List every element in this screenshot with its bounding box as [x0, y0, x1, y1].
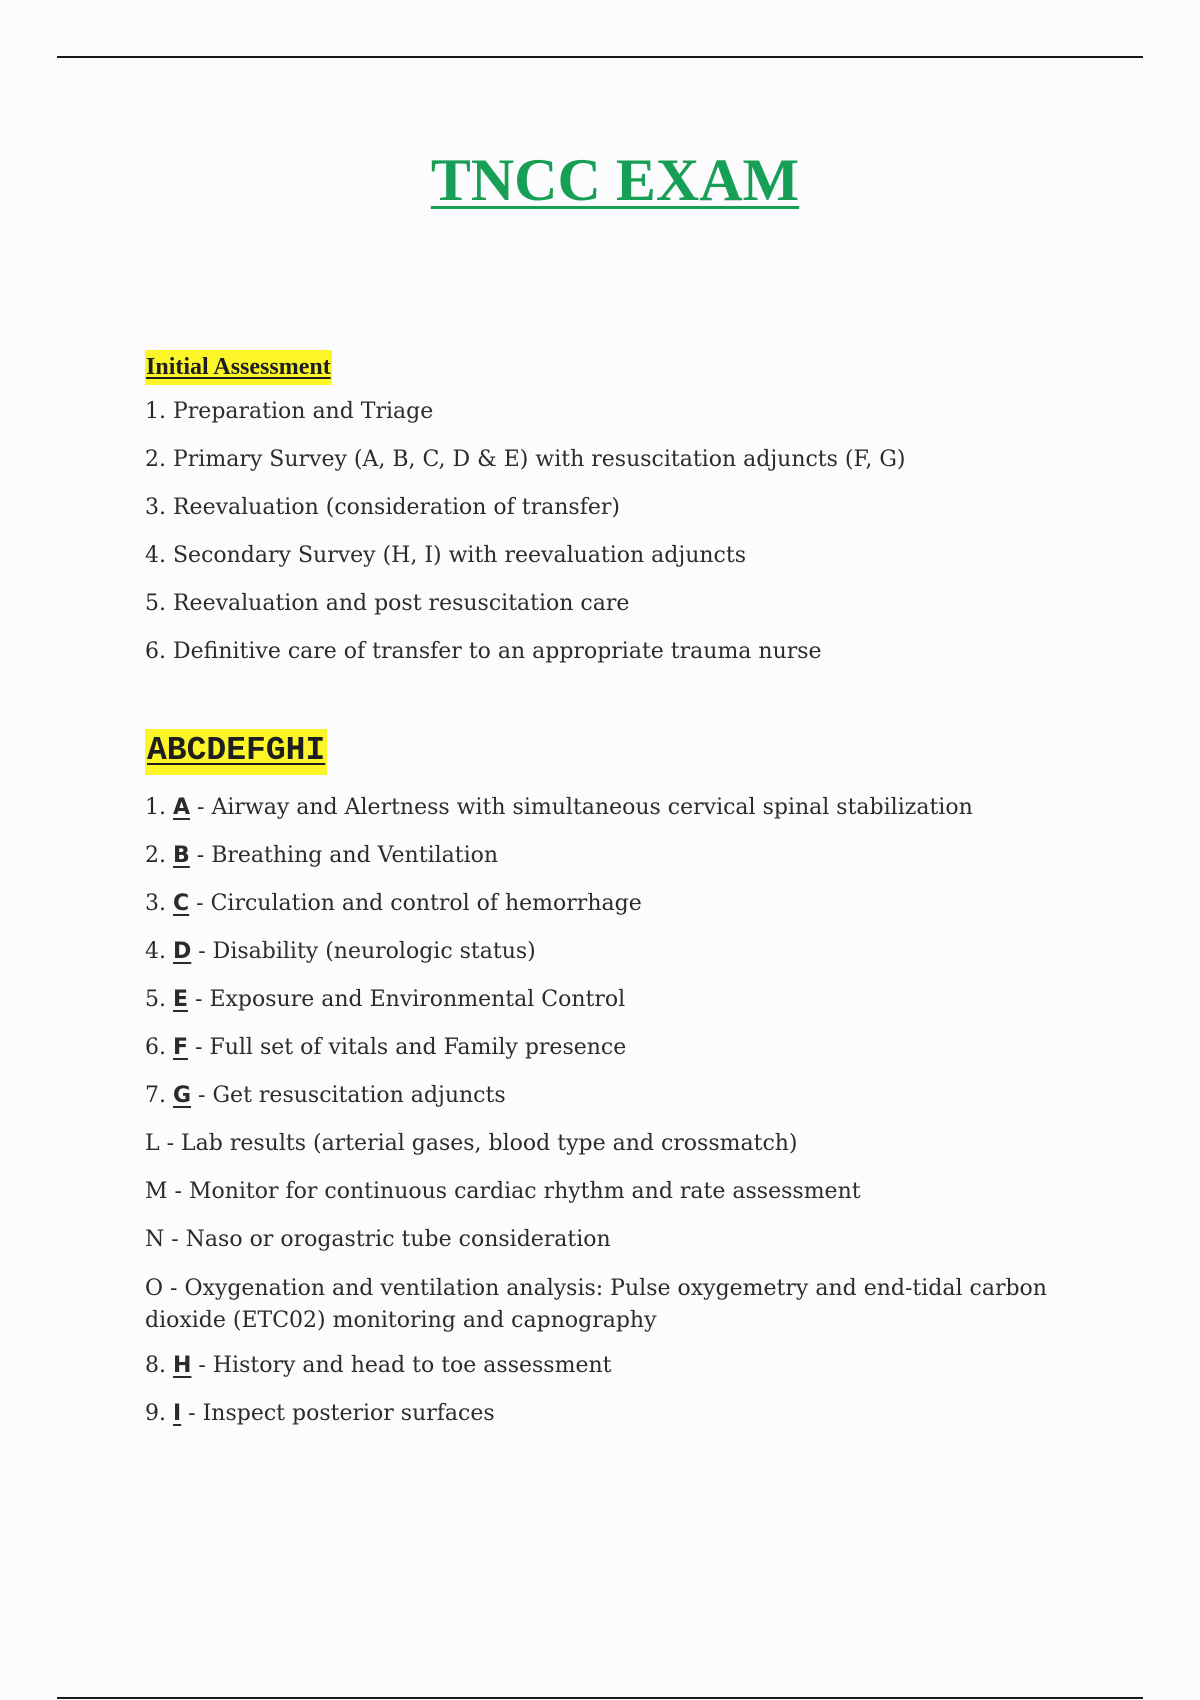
item-letter: A [173, 795, 191, 820]
page-title: TNCC EXAM [430, 147, 800, 213]
list-item [145, 793, 1075, 823]
item-number: 8. [145, 1353, 166, 1378]
item-letter: H [173, 1353, 192, 1378]
list-item [145, 841, 1075, 871]
document-body [145, 350, 1075, 1447]
list-item [145, 1081, 1075, 1111]
item-letter: I [173, 1401, 182, 1426]
list-item: 3. Reevaluation (consideration of transfer) [145, 495, 620, 520]
item-text: - Circulation and control of hemorrhage [189, 891, 642, 916]
item-number: 4. [145, 939, 166, 964]
abcdefghi-section [145, 729, 1075, 1429]
item-number: 9. [145, 1401, 166, 1426]
list-item: 1. Preparation and Triage [145, 399, 434, 424]
bottom-rule [57, 1697, 1143, 1699]
list-item [145, 1351, 1075, 1381]
item-text: - Exposure and Environmental Control [188, 987, 626, 1012]
adjunct-item: N - Naso or orogastric tube consideration [145, 1227, 611, 1252]
item-letter: E [173, 987, 189, 1012]
adjunct-item: O - Oxygenation and ventilation analysis: Pulse oxygemetry and end-tidal carbon dioxide (ETC02) monitoring and capnography [145, 1276, 1047, 1333]
list-item: 2. Primary Survey (A, B, C, D & E) with resuscitation adjuncts (F, G) [145, 447, 906, 472]
list-item: 6. Definitive care of transfer to an appropriate trauma nurse [145, 639, 822, 664]
item-letter: B [173, 843, 190, 868]
item-letter: D [173, 939, 192, 964]
item-text: - Disability (neurologic status) [191, 939, 536, 964]
item-text: - Airway and Alertness with simultaneous cervical spinal stabilization [190, 795, 973, 820]
item-number: 6. [145, 1035, 166, 1060]
abcdefghi-heading: ABCDEFGHI [145, 729, 327, 775]
item-text: - Full set of vitals and Family presence [188, 1035, 627, 1060]
item-number: 3. [145, 891, 166, 916]
list-item: 5. Reevaluation and post resuscitation care [145, 591, 630, 616]
item-letter: C [173, 891, 190, 916]
list-item [145, 889, 1075, 919]
list-item: 4. Secondary Survey (H, I) with reevaluation adjuncts [145, 543, 746, 568]
list-item [145, 1033, 1075, 1063]
item-number: 5. [145, 987, 166, 1012]
item-text: - Inspect posterior surfaces [181, 1401, 495, 1426]
initial-assessment-heading: Initial Assessment [145, 350, 332, 385]
item-letter: G [173, 1083, 192, 1108]
item-text: - Get resuscitation adjuncts [191, 1083, 506, 1108]
item-letter: F [173, 1035, 189, 1060]
item-number: 7. [145, 1083, 166, 1108]
item-number: 2. [145, 843, 166, 868]
adjunct-item: M - Monitor for continuous cardiac rhythm and rate assessment [145, 1179, 861, 1204]
list-item [145, 985, 1075, 1015]
adjunct-item: L - Lab results (arterial gases, blood type and crossmatch) [145, 1131, 798, 1156]
initial-assessment-section [145, 350, 1075, 667]
item-text: - History and head to toe assessment [191, 1353, 612, 1378]
item-text: - Breathing and Ventilation [189, 843, 499, 868]
top-rule [57, 56, 1143, 58]
list-item [145, 1399, 1075, 1429]
list-item [145, 937, 1075, 967]
item-number: 1. [145, 795, 166, 820]
